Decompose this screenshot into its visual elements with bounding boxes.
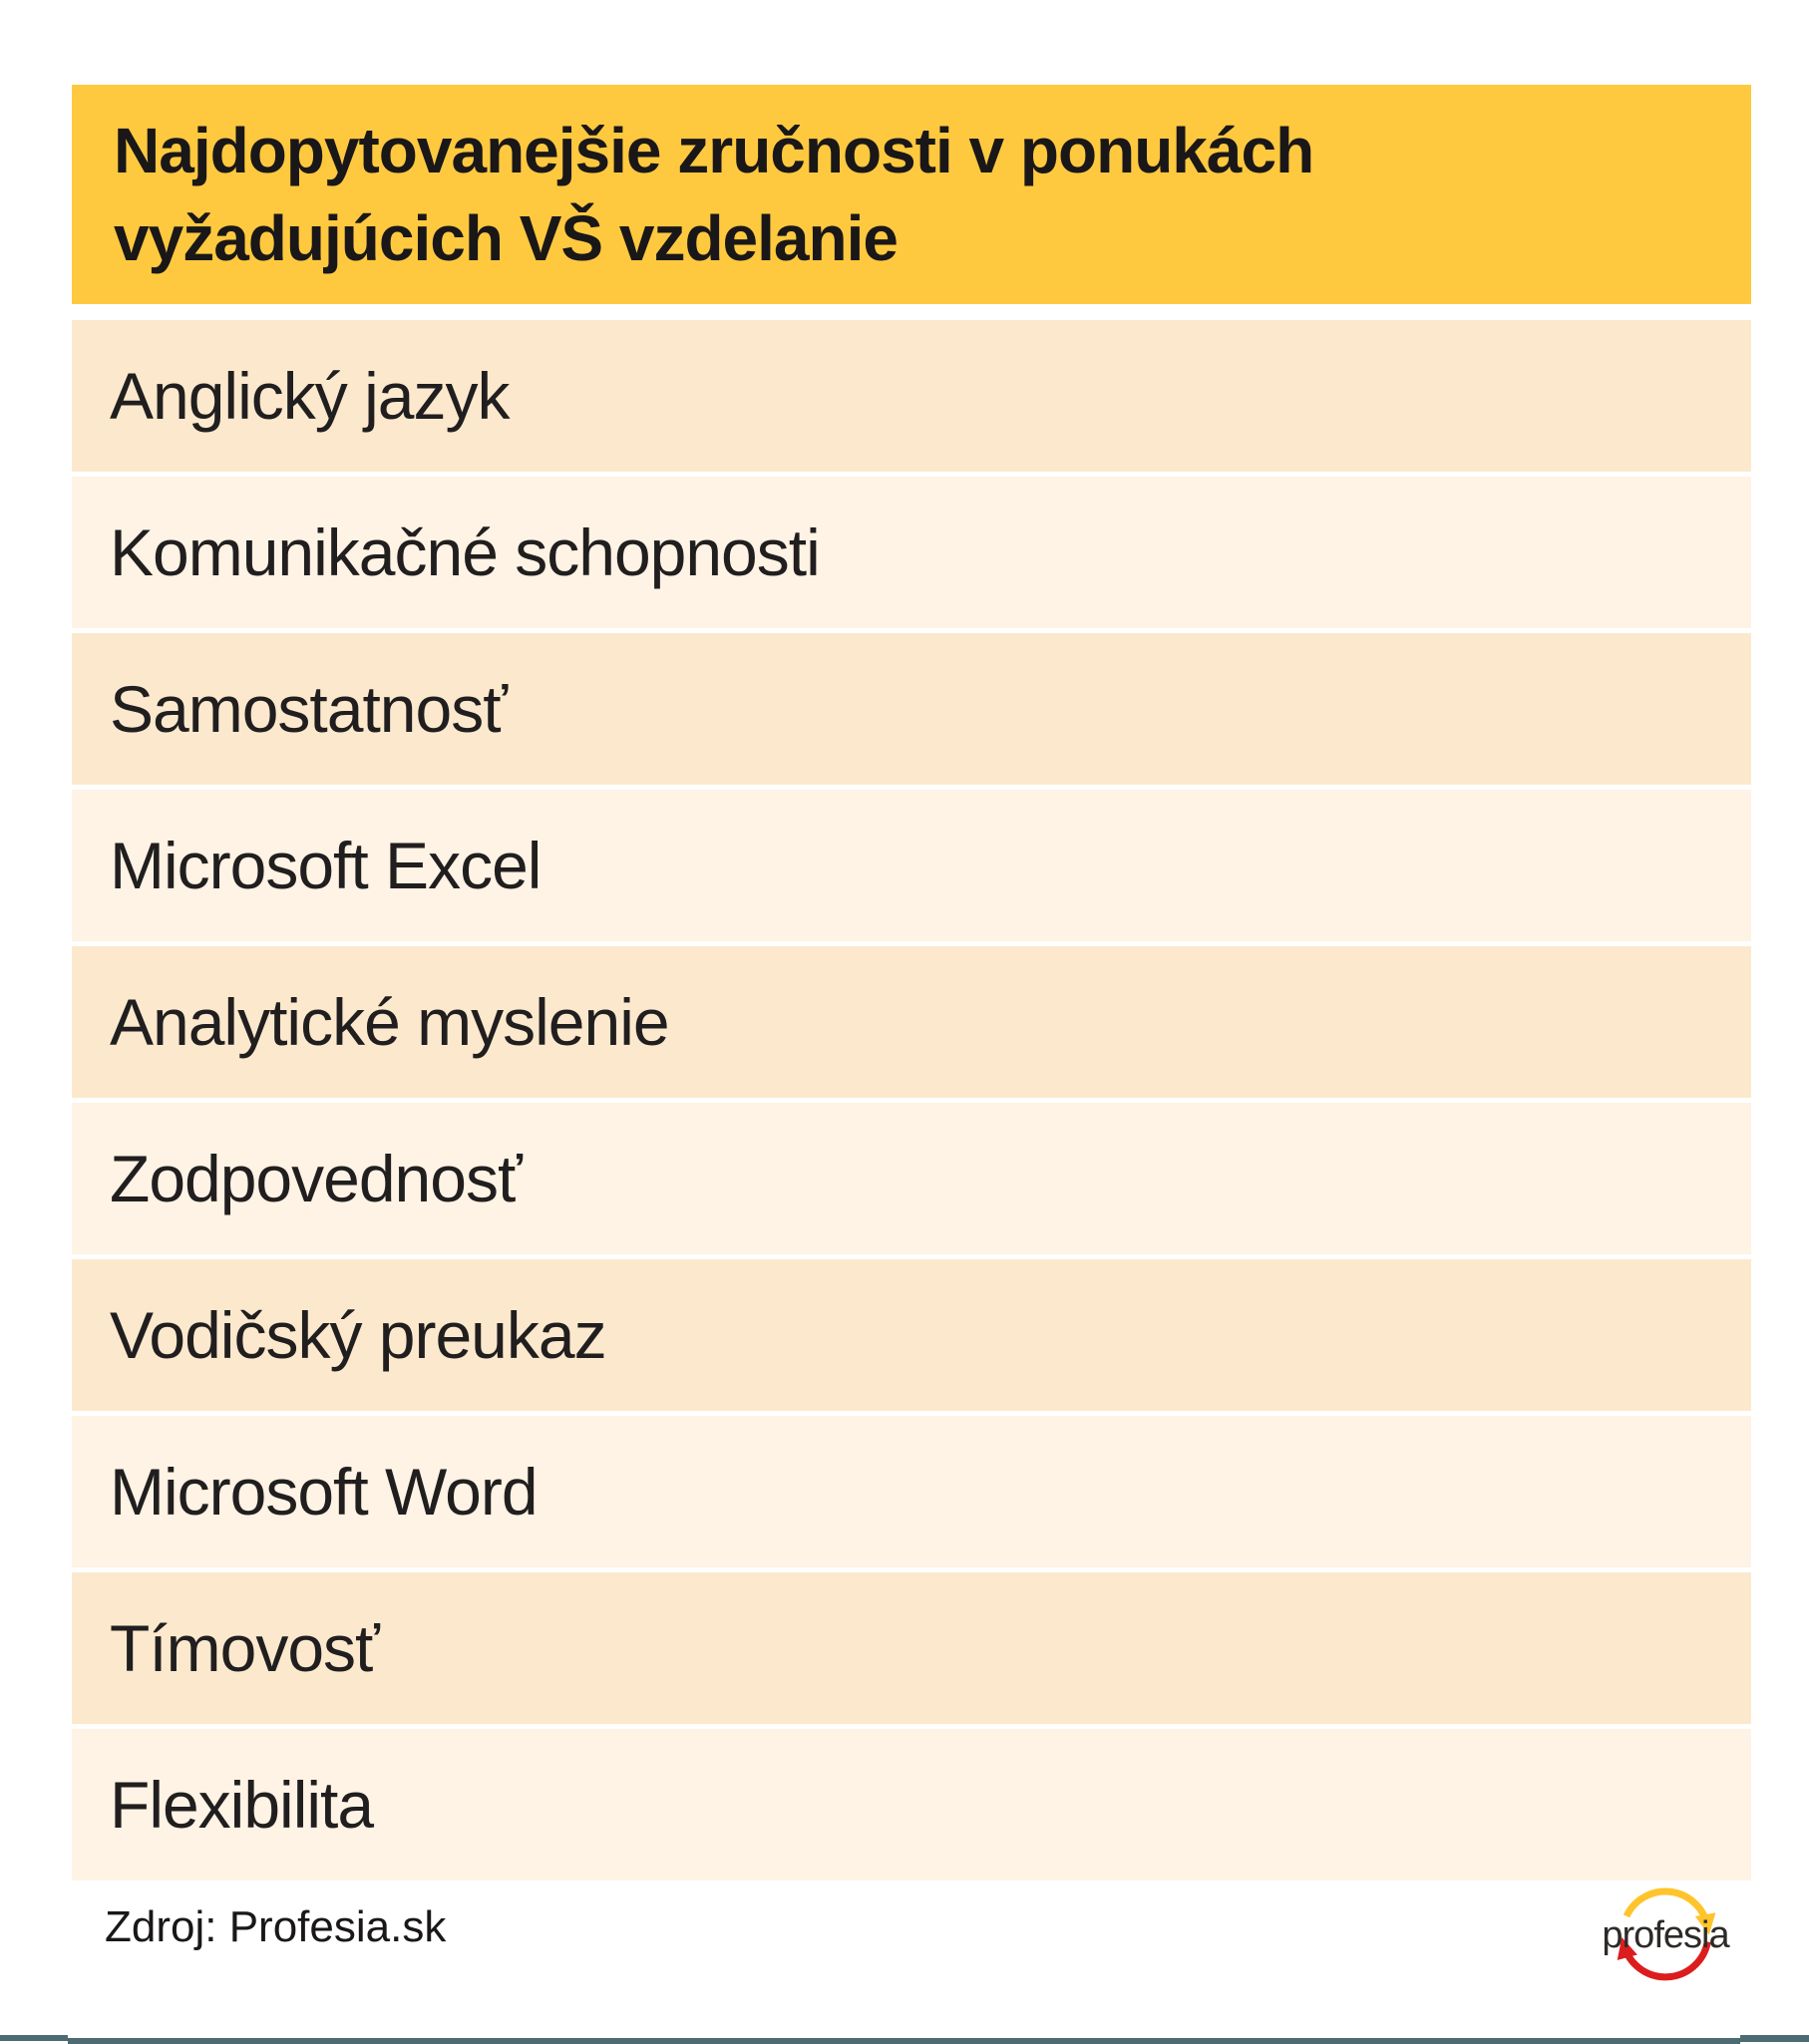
profesia-logo (1551, 1879, 1780, 1991)
skill-row (72, 1259, 1751, 1411)
logo-wordmark: profesia (1602, 1914, 1729, 1956)
skill-row (72, 1416, 1751, 1567)
skill-label: Microsoft Excel (110, 829, 542, 902)
skill-row (72, 633, 1751, 785)
skill-row (72, 790, 1751, 941)
skill-label: Anglický jazyk (110, 359, 510, 433)
skill-label: Microsoft Word (110, 1455, 538, 1529)
skill-label: Tímovosť (110, 1611, 379, 1685)
skill-label: Samostatnosť (110, 672, 507, 746)
source-text: Zdroj: Profesia.sk (105, 1902, 447, 1951)
skill-row (72, 320, 1751, 472)
bottom-frame-bar (68, 2038, 1740, 2044)
header-banner (72, 85, 1751, 304)
bottom-frame-bar-left (0, 2035, 68, 2041)
skill-label: Flexibilita (110, 1768, 374, 1842)
infographic (72, 85, 1751, 1880)
skill-label: Zodpovednosť (110, 1142, 522, 1215)
skill-label: Komunikačné schopnosti (110, 515, 820, 589)
page-title-line2: vyžadujúcich VŠ vzdelanie (114, 202, 898, 274)
skill-row (72, 1103, 1751, 1254)
skill-label: Vodičský preukaz (110, 1298, 606, 1372)
skill-row (72, 1572, 1751, 1724)
skill-row (72, 946, 1751, 1098)
skill-row (72, 1729, 1751, 1880)
skill-label: Analytické myslenie (110, 985, 669, 1059)
skill-row (72, 477, 1751, 628)
skills-list (72, 320, 1751, 1880)
bottom-frame-bar-right (1740, 2035, 1809, 2042)
page-title-line1: Najdopytovanejšie zručnosti v ponukách (114, 114, 1314, 186)
